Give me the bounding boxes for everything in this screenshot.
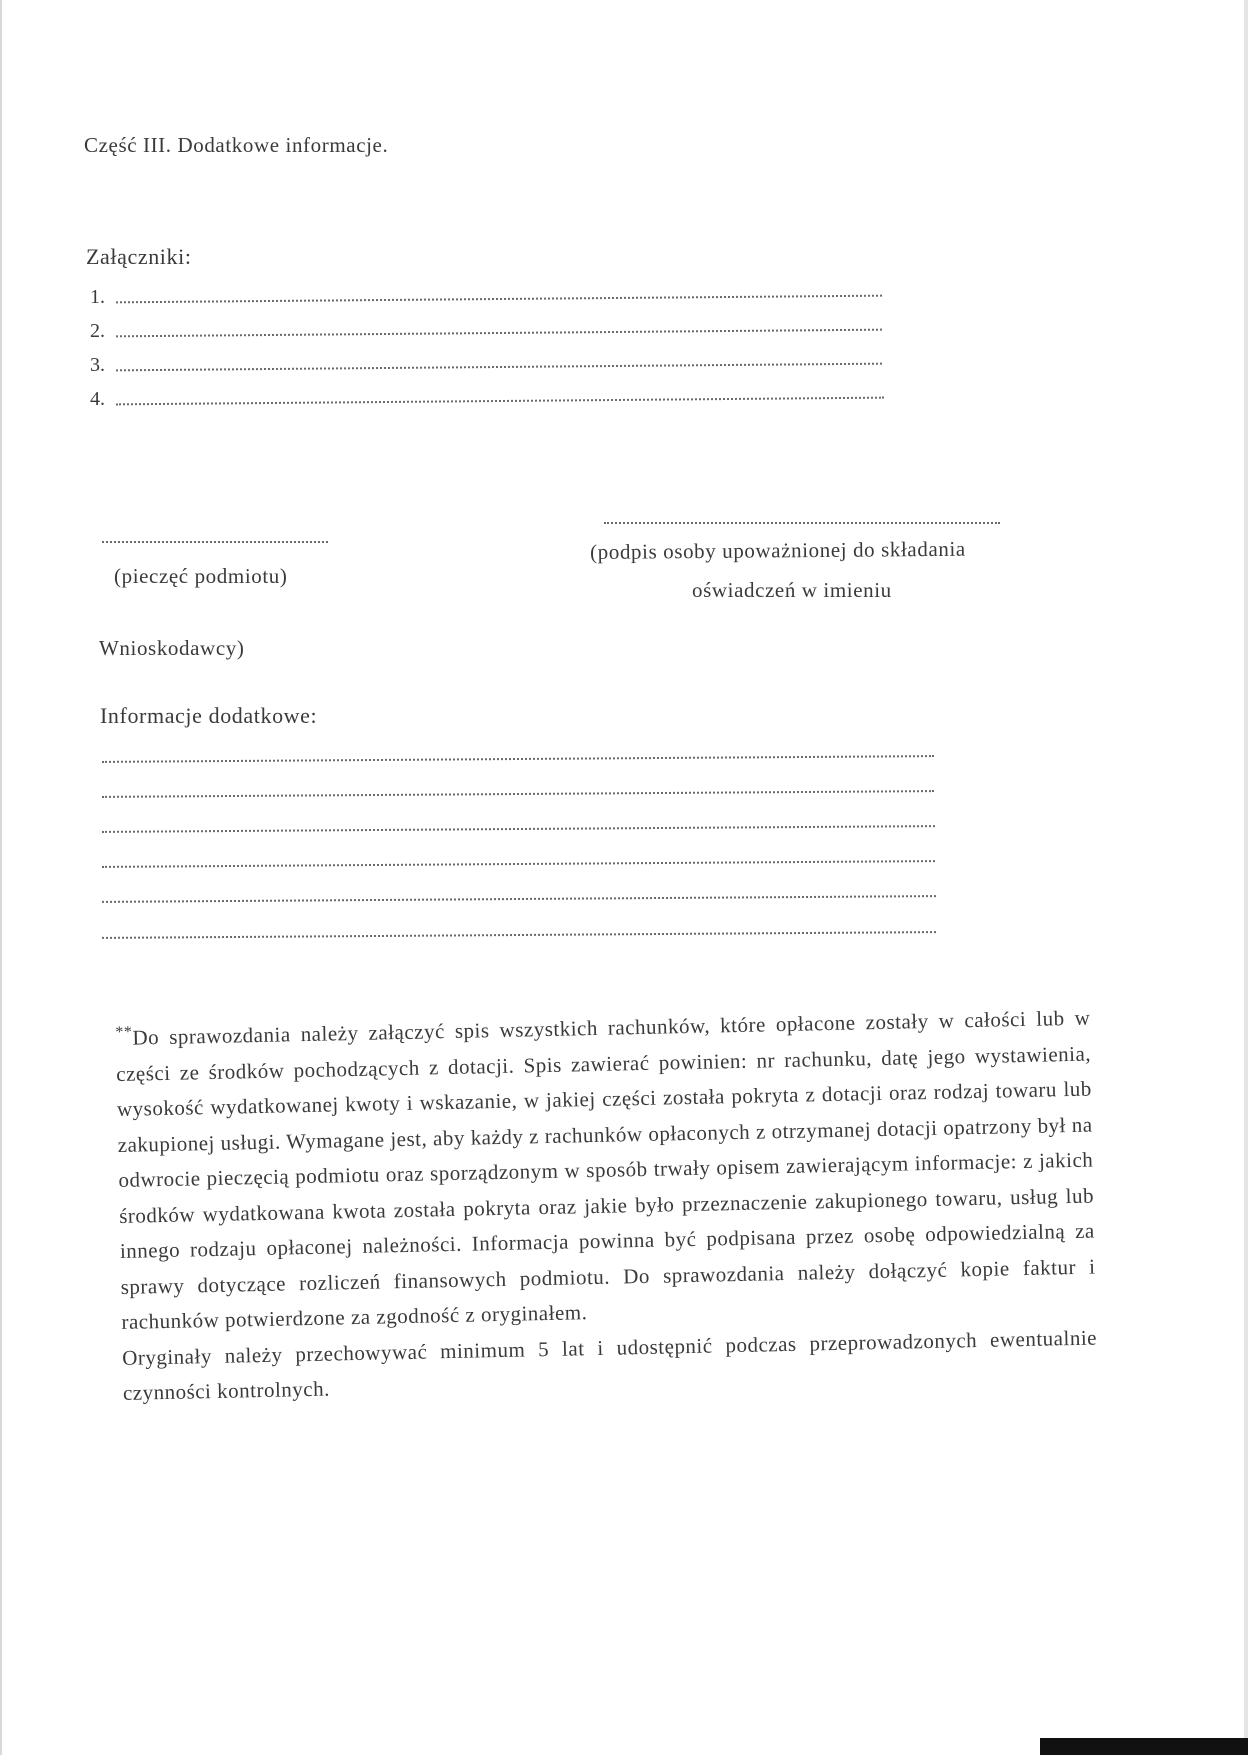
footnote-text: Do sprawozdania należy załączyć spis wszystkich rachunków, które opłacone zostały w całości lub w części ze środków pochodzących z dotacji. Spis zawierać powinien: nr rachunku, datę jego wystawienia, wysokość wydatkowanej kwoty i wskazanie, w jakiej części została pokryta z dotacji oraz rodzaj towaru lub zakupionej usługi. Wymagane jest, aby każdy z rachunków opłaconych z otrzymanej dotacji opatrzony był na odwrocie pieczęcią podmiotu oraz sporządzonym w sposób trwały opisem zawierającym informacje: z jakich środków wydatkowana kwota została pokryta oraz jakie było przeznaczenie zakupionego towaru, usług lub innego rodzaju opłaconej należności. Informacja powinna być podpisana przez osobę odpowiedzialną za sprawy dotyczące rozliczeń finansowych podmiotu. Do sprawozdania należy dołączyć kopie faktur i rachunków potwierdzone za zgodność z oryginałem.	[115, 1005, 1096, 1334]
footnote-marker: **	[115, 1023, 133, 1041]
additional-info-dotted-line	[102, 825, 935, 833]
stamp-dotted-line	[102, 541, 328, 543]
section-title: Część III. Dodatkowe informacje.	[84, 133, 389, 157]
scan-edge-right	[1244, 0, 1248, 1755]
attachment-number: 1.	[90, 286, 105, 308]
attachments-heading: Załączniki:	[86, 244, 192, 269]
stamp-label: (pieczęć podmiotu)	[114, 564, 288, 588]
scan-corner-shadow	[1040, 1738, 1248, 1755]
footnote-paragraph	[115, 995, 1098, 1412]
attachment-number: 2.	[90, 320, 105, 342]
attachment-dotted-line	[116, 363, 882, 372]
signature-label-line3: Wnioskodawcy)	[99, 636, 245, 660]
additional-info-dotted-line	[102, 860, 935, 868]
attachment-number: 3.	[90, 354, 105, 376]
additional-info-dotted-line	[102, 931, 936, 939]
scan-edge-left	[0, 0, 2, 1755]
footnote-text-retention: Oryginały należy przechowywać minimum 5 lat i udostępnić podczas przeprowadzonych ewentualnie czynności kontrolnych.	[121, 1325, 1098, 1405]
signature-label-line2: oświadczeń w imieniu	[692, 578, 892, 602]
additional-info-dotted-line	[102, 895, 936, 903]
attachment-dotted-line	[116, 397, 884, 406]
signature-label-line1: (podpis osoby upoważnionej do składania	[590, 536, 966, 564]
additional-info-heading: Informacje dodatkowe:	[100, 703, 318, 728]
attachment-dotted-line	[116, 329, 882, 338]
attachment-dotted-line	[116, 295, 882, 304]
signature-dotted-line	[604, 522, 1000, 524]
attachment-number: 4.	[90, 388, 105, 410]
additional-info-dotted-line	[102, 755, 934, 763]
additional-info-dotted-line	[102, 790, 934, 798]
